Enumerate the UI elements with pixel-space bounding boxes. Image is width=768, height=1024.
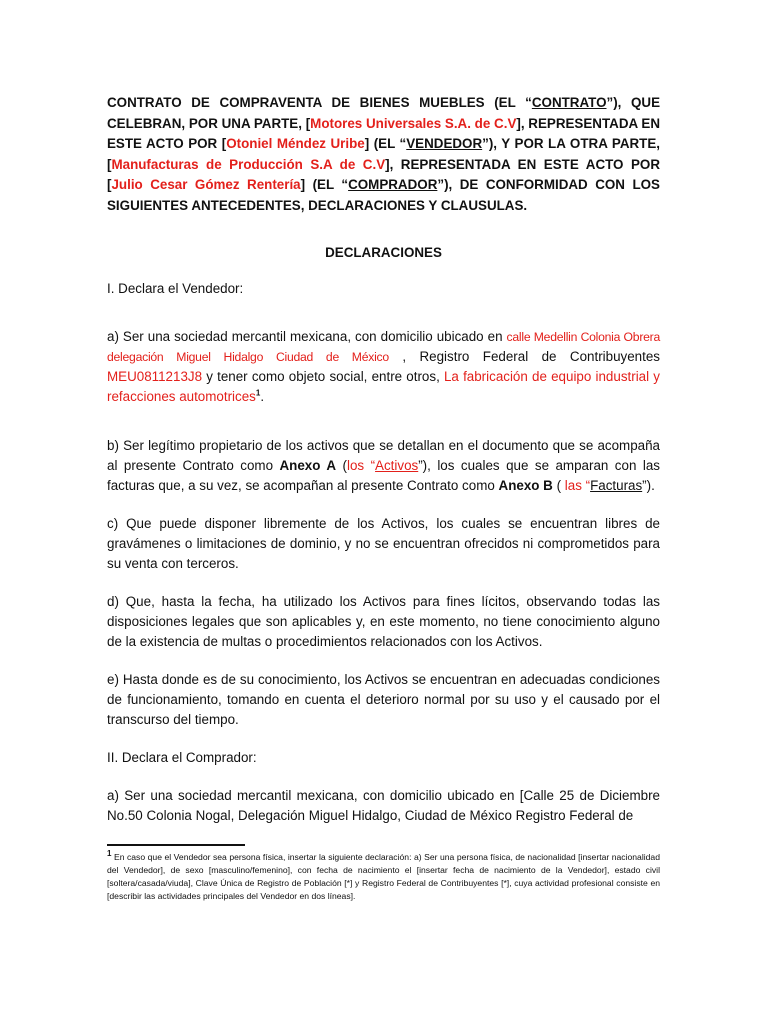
vendedor-declaration-a: a) Ser una sociedad mercantil mexicana, con domicilio ubicado en calle Medellin Colonia Obrera delegación Miguel Hidalgo Ciudad de México , Registro Federal de Contribuyentes MEU0811213J8 y tener como objeto social, entre otros, La fabricación de equipo industrial y refacciones automotrices$^1$. [107,329,660,404]
vendedor-declaration-d: d) Que, hasta la fecha, ha utilizado los Activos para fines lícitos, observando todas las disposiciones legales que son aplicables y, en este momento, no tiene conocimiento alguno de la existencia de multas o procedimientos relacionados con los Activos. [107,594,660,649]
vendedor-name: Motores Universales S.A. de C.V [310,115,517,131]
vendedor-representative: Otoniel Méndez Uribe [226,136,365,151]
footnote-text: En caso que el Vendedor sea persona física, insertar la siguiente declaración: a) Ser una persona física, de nacionalidad [insertar nacionalidad del Vendedor], de sexo [masculino/femenino], con fecha de nacimiento el [insertar fecha de nacimiento de la Vendedor], estado civil [soltera/casada/viuda], Clave Única de Registro de Población [*] y Registro Federal de Contribuyentes [*], cuya actividad profesional consiste en [describir las actividades principales del Vendedor en dos líneas]. [107,852,660,901]
comprador-declaration-a: a) Ser una sociedad mercantil mexicana, con domicilio ubicado en [Calle 25 de Diciembre No.50 Colonia Nogal, Delegación Miguel Hidalgo, Ciudad de México Registro Federal de [107,788,660,823]
section-heading: DECLARACIONES [325,245,442,260]
footnote-ref: 1 [255,388,261,398]
term-contrato: CONTRATO [531,95,607,110]
comprador-heading: II. Declara el Comprador: [107,750,257,765]
vendedor-heading: I. Declara el Vendedor: [107,281,244,296]
vendedor-address: calle Medellin Colonia Obrera delegación Miguel Hidalgo Ciudad de México [107,330,660,364]
term-facturas: Facturas [590,478,643,493]
vendedor-declaration-c: c) Que puede disponer libremente de los Activos, los cuales se encuentran libres de gravámenes o limitaciones de dominio, y no se encuentran ofrecidos ni comprometidos para su venta con terceros. [107,516,660,571]
footnote-divider [107,844,245,846]
term-comprador: COMPRADOR [348,177,438,192]
vendedor-declaration-b: b) Ser legítimo propietario de los activos que se detallan en el documento que se acompaña al presente Contrato como Anexo A (los “Activos”), los cuales que se amparan con las facturas que, a su vez, se acompañan al presente Contrato como Anexo B ( las “Facturas”). [107,438,660,493]
term-activos: Activos [375,458,419,473]
vendedor-objeto-social: La fabricación de equipo industrial y refacciones automotrices [107,369,660,404]
footnote [107,851,660,903]
document-page [107,93,660,826]
footnote-number: 1 [107,849,112,859]
comprador-representative: Julio Cesar Gómez Rentería [111,177,301,192]
vendedor-declaration-e: e) Hasta donde es de su conocimiento, los Activos se encuentran en adecuadas condiciones de funcionamiento, tomando en cuenta el deterioro normal por su uso y el causado por el transcurso del tiempo. [107,672,660,727]
vendedor-rfc: MEU0811213J8 [107,369,203,384]
term-vendedor: VENDEDOR [406,136,483,151]
comprador-name: Manufacturas de Producción S.A de C.V [111,156,386,172]
contract-title: CONTRATO DE COMPRAVENTA DE BIENES MUEBLES (EL “CONTRATO”), QUE CELEBRAN, POR UNA PARTE, [Motores Universales S.A. de C.V], REPRESENTADA EN ESTE ACTO POR [Otoniel Méndez Uribe] (EL “VENDEDOR”), Y POR LA OTRA PARTE, [Manufacturas de Producción S.A de C.V], REPRESENTADA EN ESTE ACTO POR [Julio Cesar Gómez Rentería] (EL “COMPRADOR”), DE CONFORMIDAD CON LOS SIGUIENTES ANTECEDENTES, DECLARACIONES Y CLAUSULAS. [107,95,660,213]
